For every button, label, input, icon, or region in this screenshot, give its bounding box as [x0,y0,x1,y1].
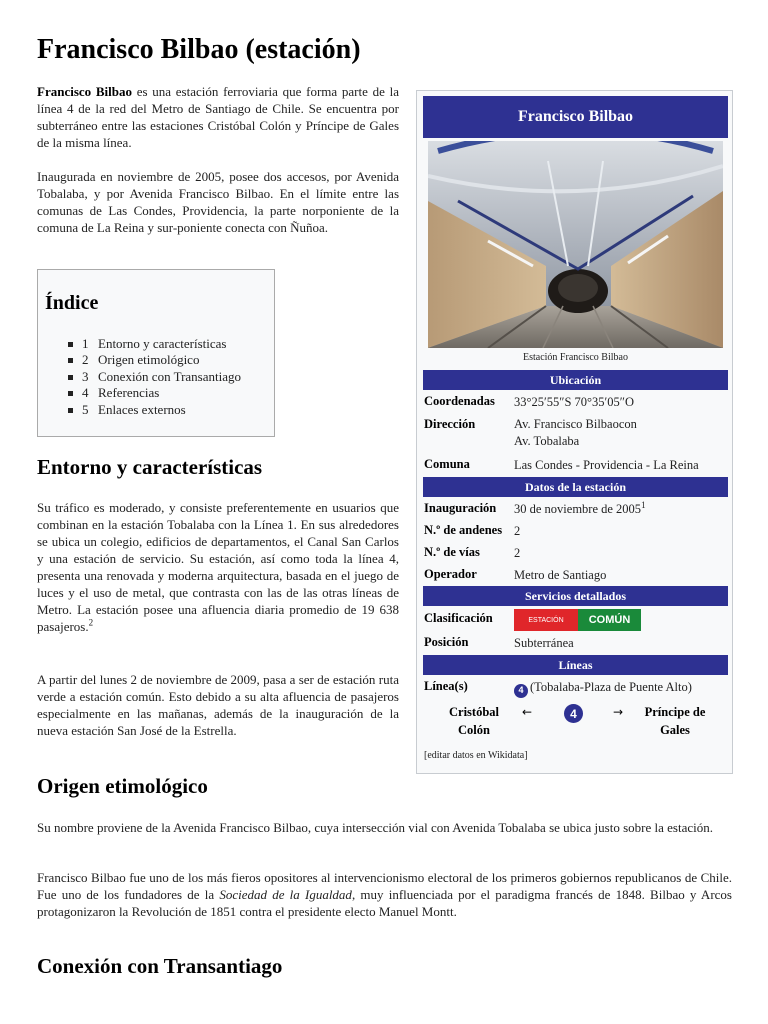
origen-paragraph-2: Francisco Bilbao fue uno de los más fieros opositores al intervencionismo electoral de los primeros gobiernos republicanos de Chile. Fue uno de los fundadores de la Sociedad de la Igualdad, muy influenciada por el paradigma francés de 1848. Bilbao y Arcos protagonizaron la Revolución de 1851 contra el presidente electo Manuel Montt. [37,870,732,919]
posicion-value: Subterránea [514,636,574,650]
inauguracion-label: Inauguración [424,501,497,515]
station-photo[interactable] [428,141,723,348]
arrow-left-icon: ← [522,705,533,719]
next-station-link[interactable]: Príncipe de Gales [644,705,706,737]
andenes-value: 2 [514,524,521,538]
section-header-servicios: Servicios detallados [423,586,728,606]
italic-term: Sociedad de la Igualdad [219,887,352,902]
page-title: Francisco Bilbao (estación) [37,34,361,65]
infobox [416,90,733,774]
operador-label: Operador [424,567,477,581]
section-heading-entorno: Entorno y características [37,455,263,479]
section-heading-conexion: Conexión con Transantiago [37,954,283,978]
toc-item[interactable]: 5 Enlaces externos [68,402,241,418]
toc-item[interactable]: 3 Conexión con Transantiago [68,369,241,385]
andenes-label: N.º de andenes [424,523,503,537]
lineas-label: Línea(s) [424,679,468,693]
direccion-label: Dirección [424,417,476,431]
photo-caption: Estación Francisco Bilbao [523,352,628,363]
prev-station-link[interactable]: Cristóbal Colón [449,705,499,737]
posicion-label: Posición [424,635,469,649]
coordenadas-label: Coordenadas [424,394,495,408]
station-type-badge [514,609,641,631]
lineas-value: 4 (Tobalaba-Plaza de Puente Alto) [514,679,692,698]
intro-bold-term: Francisco Bilbao [37,84,132,99]
intro-paragraph-2: Inaugurada en noviembre de 2005, posee dos accesos, por Avenida Tobalaba, y por Avenida Francisco Bilbao. En el límite entre las comunas de Las Condes, Providencia, la parte norponiente de la comuna de La Reina y sur-poniente conecta con Ñuñoa. [37,169,399,235]
comuna-label: Comuna [424,457,470,471]
section-heading-origen: Origen etimológico [37,774,208,798]
vias-label: N.º de vías [424,545,480,559]
toc-item[interactable]: 4 Referencias [68,385,241,401]
infobox-title: Francisco Bilbao [423,96,728,138]
comuna-value[interactable]: Las Condes - Providencia - La Reina [514,458,699,472]
coordenadas-value[interactable]: 33°25′55″S 70°35′05″O [514,395,634,409]
intro-paragraph-1 [37,83,399,151]
arrow-right-icon: → [613,705,624,719]
origen-paragraph-1: Su nombre proviene de la Avenida Francisco Bilbao, cuya intersección vial con Avenida Tobalaba se ubica justo sobre la estación. [37,820,713,835]
direccion-value: Av. Francisco Bilbaocon Av. Tobalaba [514,417,637,448]
reference-link[interactable]: 1 [641,499,646,510]
toc-item[interactable]: 1 Entorno y características [68,336,241,352]
line-4-icon[interactable]: 4 [564,704,583,723]
section-header-ubicacion: Ubicación [423,370,728,390]
inauguracion-value: 30 de noviembre de 2005$^1$ [514,499,646,516]
toc-item[interactable]: 2 Origen etimológico [68,352,241,368]
table-of-contents [37,269,275,437]
edit-wikidata-link[interactable]: [editar datos en Wikidata] [424,750,528,761]
entorno-paragraph-2: A partir del lunes 2 de noviembre de 2009, pasa a ser de estación ruta verde a estación común. Esto debido a su alta afluencia de pasajeros especialmente en las mañanas, además de la inauguración de la nueva estación San José de la Estrella. [37,672,399,738]
reference-link[interactable]: 2 [88,617,94,628]
section-header-lineas: Líneas [423,655,728,675]
line-4-icon[interactable]: 4 [514,684,528,698]
entorno-paragraph-1: Su tráfico es moderado, y consiste preferentemente en usuarios que combinan en la estación Tobalaba con la Línea 1. En sus alrededores se ubica un colegio, edificios de departamentos, el Canal San Carlos y una estación de servicio. Su estación, así como toda la línea 4, presenta una renovada y moderna arquitectura, basada en el juego de luces y el uso de metal, que contrasta con las de las otras líneas de Metro. La estación posee una afluencia diaria promedio de 19 638 pasajeros.$^2$ [37,500,399,634]
clasificacion-label: Clasificación [424,611,493,625]
badge-right: COMÚN [578,609,641,631]
operador-value[interactable]: Metro de Santiago [514,568,607,582]
toc-list [68,336,241,418]
toc-title: Índice [45,292,99,314]
vias-value: 2 [514,546,521,560]
intro-text: es una estación ferroviaria que forma parte de la línea 4 de la red del Metro de Santiago de Chile. Se encuentra por subterráneo entre las estaciones Cristóbal Colón y Príncipe de Gales de la misma línea. [37,84,399,150]
badge-left: ESTACIÓN [514,609,578,631]
section-header-datos: Datos de la estación [423,477,728,497]
